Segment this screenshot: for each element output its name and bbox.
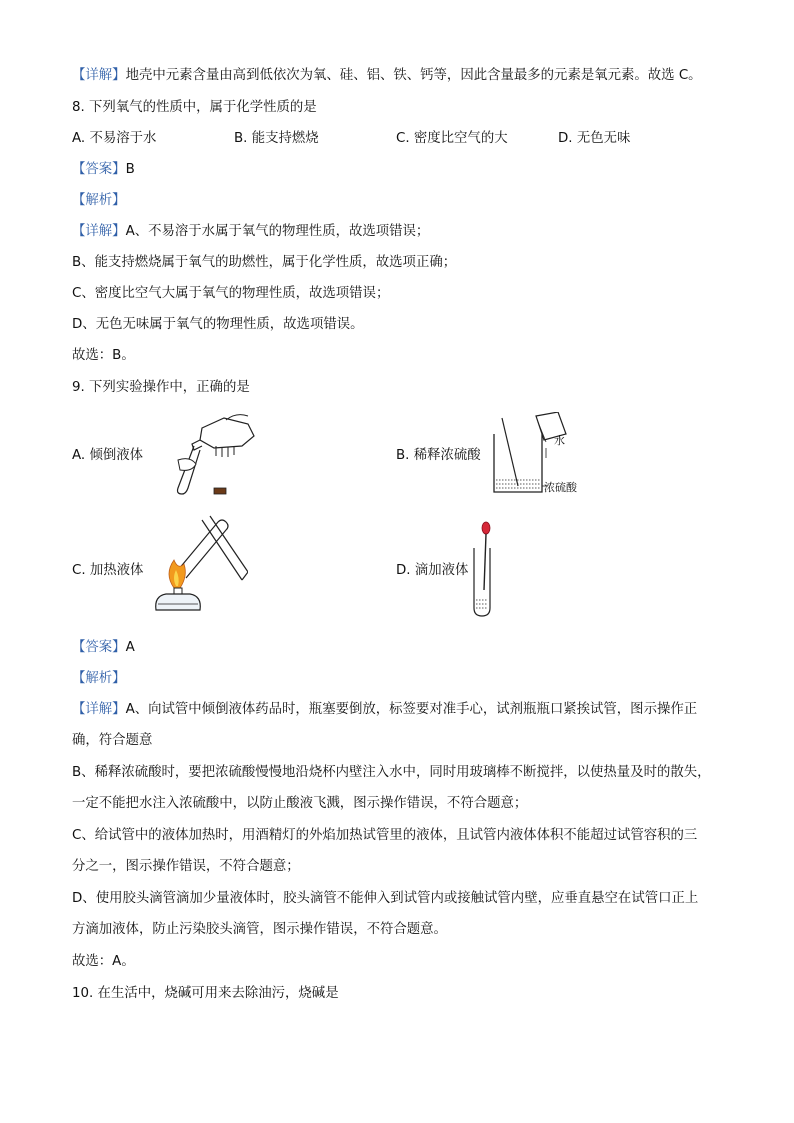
prev-detail-line <box>72 66 728 86</box>
q10-stem: 10. 在生活中，烧碱可用来去除油污，烧碱是 <box>72 986 339 1001</box>
q9-option-d: D. 滴加液体 <box>396 563 469 578</box>
dropping-liquid-figure <box>466 520 506 620</box>
q9-detail-line-1 <box>72 700 728 720</box>
detail-text: A、向试管中倾倒液体药品时，瓶塞要倒放，标签要对准手心，试剂瓶瓶口紧挨试管，图示操作正 <box>125 702 698 717</box>
q8-detail-line-4: D、无色无味属于氧气的物理性质，故选项错误。 <box>72 317 364 332</box>
q8-detail-line-1 <box>72 222 728 242</box>
q8-stem: 8. 下列氧气的性质中，属于化学性质的是 <box>72 100 317 115</box>
acid-label: 浓硫酸 <box>544 481 577 494</box>
detail-tag: 【详解】 <box>72 224 126 239</box>
q9-option-b: B. 稀释浓硫酸 <box>396 448 481 463</box>
detail-tag: 【详解】 <box>72 702 126 717</box>
answer-value: B <box>125 162 135 177</box>
q8-option-c: C. 密度比空气的大 <box>396 131 508 146</box>
q9-detail-line-8: 方滴加液体，防止污染胶头滴管，图示操作错误，不符合题意。 <box>72 922 447 937</box>
q9-option-c: C. 加热液体 <box>72 563 144 578</box>
q9-stem: 9. 下列实验操作中，正确的是 <box>72 380 250 395</box>
q9-option-a: A. 倾倒液体 <box>72 448 143 463</box>
answer-tag: 【答案】 <box>72 162 126 177</box>
analysis-tag: 【解析】 <box>72 193 126 208</box>
q8-option-d: D. 无色无味 <box>558 131 631 146</box>
q8-analysis-tag <box>72 191 728 211</box>
answer-tag: 【答案】 <box>72 640 126 655</box>
q9-analysis-tag <box>72 669 728 689</box>
q8-detail-line-3: C、密度比空气大属于氧气的物理性质，故选项错误； <box>72 286 390 301</box>
detail-text: A、不易溶于水属于氧气的物理性质，故选项错误； <box>125 224 430 239</box>
q8-option-b: B. 能支持燃烧 <box>234 131 319 146</box>
q9-detail-line-5: C、给试管中的液体加热时，用酒精灯的外焰加热试管里的液体，且试管内液体体积不能超过试管容积的三 <box>72 828 698 843</box>
analysis-tag: 【解析】 <box>72 671 126 686</box>
detail-text: 地壳中元素含量由高到低依次为氧、硅、铝、铁、钙等，因此含量最多的元素是氧元素。故选 C。 <box>125 68 702 83</box>
q8-conclusion: 故选：B。 <box>72 348 135 363</box>
heating-liquid-figure <box>144 514 248 614</box>
q9-detail-line-7: D、使用胶头滴管滴加少量液体时，胶头滴管不能伸入到试管内或接触试管内壁，应垂直悬空在试管口正上 <box>72 891 699 906</box>
answer-value: A <box>125 640 135 655</box>
q9-answer-line <box>72 638 728 658</box>
q8-detail-line-2: B、能支持燃烧属于氧气的助燃性，属于化学性质，故选项正确； <box>72 255 457 270</box>
q9-detail-line-6: 分之一，图示操作错误，不符合题意； <box>72 859 300 874</box>
q9-detail-line-4: 一定不能把水注入浓硫酸中，以防止酸液飞溅，图示操作错误，不符合题意； <box>72 796 528 811</box>
q8-option-a: A. 不易溶于水 <box>72 131 157 146</box>
q8-answer-line <box>72 160 728 180</box>
q9-detail-line-3: B、稀释浓硫酸时，要把浓硫酸慢慢地沿烧杯内壁注入水中，同时用玻璃棒不断搅拌，以使热量及时的散失， <box>72 765 711 780</box>
water-label: 水 <box>554 434 565 447</box>
q9-detail-line-2: 确，符合题意 <box>72 733 153 748</box>
pouring-liquid-figure <box>156 410 266 500</box>
detail-tag: 【详解】 <box>72 68 126 83</box>
q9-conclusion: 故选：A。 <box>72 954 135 969</box>
